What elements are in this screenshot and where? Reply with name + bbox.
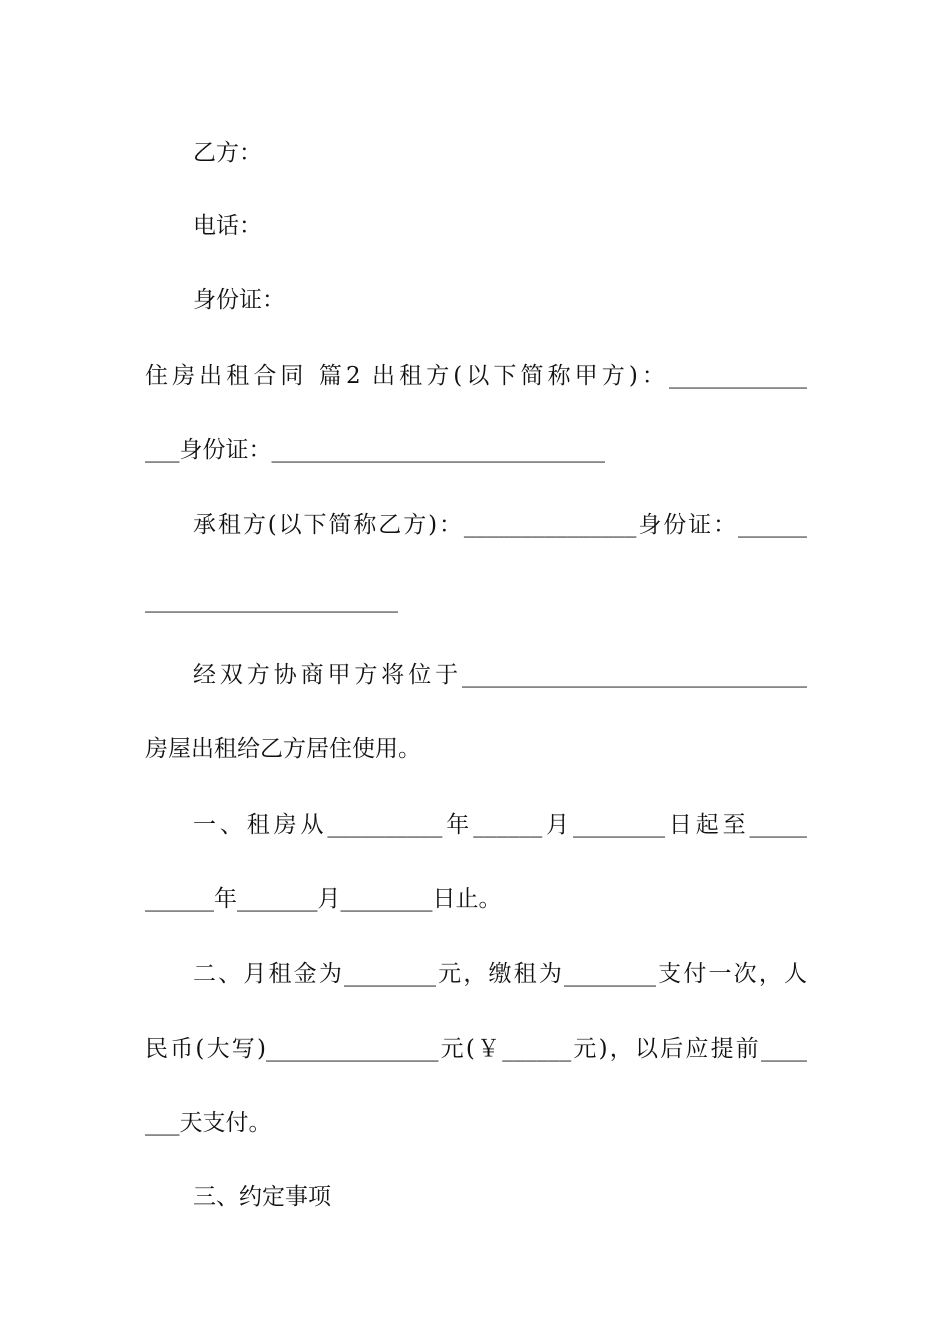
lessee-line: 承租方(以下简称乙方)：_______________身份证：______ xyxy=(193,512,807,538)
clause-1-rental-period-start: 一、租房从__________年______月________日起至_____ xyxy=(193,812,807,838)
lessor-id-line: ___身份证：_____________________________ xyxy=(145,437,605,463)
clause-1-rental-period-end: ______年_______月________日止。 xyxy=(145,886,502,912)
clause-2-monthly-rent: 二、月租金为________元，缴租为________支付一次，人 xyxy=(193,961,807,987)
property-use-line: 房屋出租给乙方居住使用。 xyxy=(145,736,421,762)
clause-2-rent-amount: 民币(大写)_______________元(￥______元)，以后应提前____ xyxy=(145,1036,807,1062)
clause-2-payment-advance: ___天支付。 xyxy=(145,1110,272,1136)
phone-label: 电话： xyxy=(193,213,262,239)
lessee-id-continuation: ______________________ xyxy=(145,587,398,613)
party-b-label: 乙方： xyxy=(193,140,262,166)
clause-3-heading: 三、约定事项 xyxy=(193,1184,331,1210)
contract-title-lessor-line: 住房出租合同 篇2 出租方(以下简称甲方)：____________ xyxy=(145,363,807,389)
id-card-label: 身份证： xyxy=(193,287,285,313)
property-location-line: 经双方协商甲方将位于______________________________ xyxy=(193,662,807,688)
